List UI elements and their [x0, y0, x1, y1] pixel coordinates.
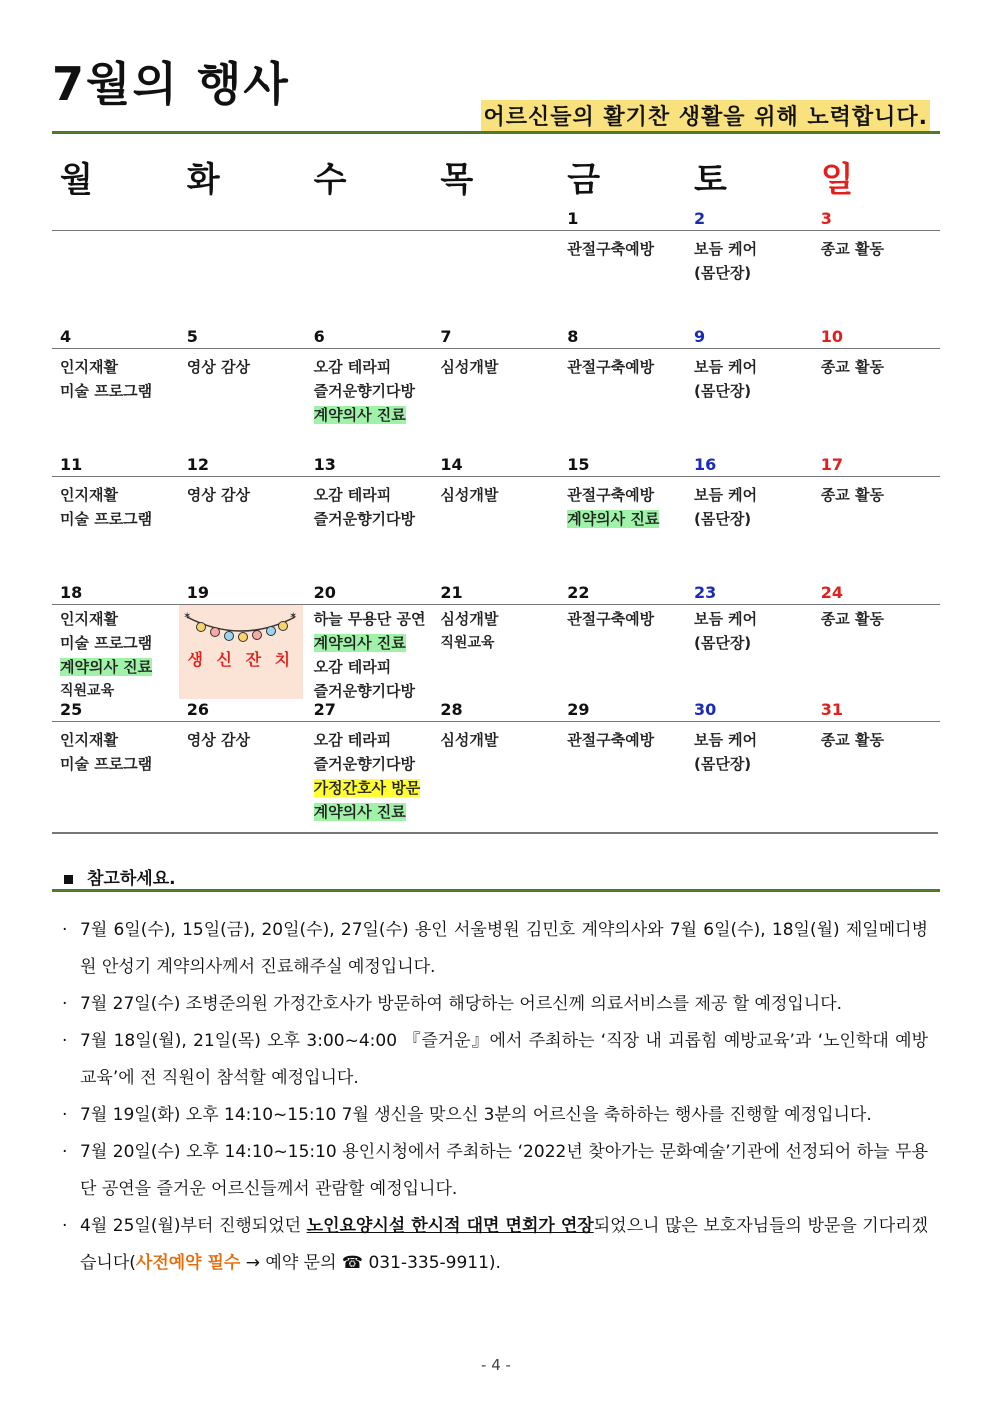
- event-label: 인지재활: [60, 486, 118, 504]
- event-item: [60, 655, 179, 679]
- date-number: 9: [693, 327, 706, 346]
- note-item: · 7월 18일(월), 21일(목) 오후 3:00~4:00 『즐거운』에서 주최하는 ‘직장 내 괴롭힘 예방교육’과 ‘노인학대 예방교육’에 전 직원이 참석할 예정입니다.: [62, 1031, 928, 1088]
- date-number: 30: [693, 700, 717, 719]
- events-row: [52, 349, 940, 444]
- day-cell-tue: [179, 477, 306, 572]
- event-item: [694, 507, 813, 531]
- date-number: 21: [440, 583, 463, 602]
- event-label: 관절구축예방: [567, 486, 655, 504]
- date-number: 16: [693, 455, 717, 474]
- event-item: [694, 728, 813, 752]
- note-emphasis: 노인요양시설 한시적 대면 면회가 연장: [306, 1216, 594, 1236]
- events-row: [52, 231, 940, 326]
- event-label: 관절구축예방: [567, 240, 655, 258]
- event-item: [60, 631, 179, 655]
- day-cell-tue: [179, 605, 306, 700]
- date-number: 20: [313, 583, 336, 602]
- event-label: 직원교육: [440, 635, 495, 651]
- date-number: 22: [567, 583, 590, 602]
- calendar-week: [52, 454, 940, 572]
- event-label: 즐거운향기다방: [313, 755, 416, 773]
- day-cell-sat: [686, 605, 813, 700]
- date-row: [52, 326, 940, 349]
- day-cell-fri: [559, 722, 686, 832]
- note-reservation-required: 사전예약 필수: [135, 1253, 241, 1273]
- event-item: [567, 483, 686, 507]
- day-cell-thu: [432, 349, 559, 444]
- event-item: [314, 483, 433, 507]
- day-cell-wed: [306, 349, 433, 444]
- date-number: 12: [186, 455, 210, 474]
- date-number: 5: [186, 327, 198, 346]
- event-item: [567, 728, 686, 752]
- event-label: 영상 감상: [186, 731, 250, 749]
- date-number: 17: [820, 455, 844, 474]
- title-divider: [52, 131, 940, 134]
- event-label: 종교 활동: [820, 240, 884, 258]
- calendar-bottom-rule: [52, 832, 938, 834]
- event-item: [694, 237, 813, 261]
- date-number: 23: [693, 583, 717, 602]
- event-label: 심성개발: [440, 610, 499, 628]
- day-cell-fri: [559, 231, 686, 326]
- event-label: 관절구축예방: [567, 358, 655, 376]
- date-number: 19: [186, 583, 210, 602]
- square-bullet-icon: [64, 875, 73, 884]
- date-number: 18: [60, 583, 83, 602]
- notes-divider: [52, 889, 940, 892]
- calendar-week: [52, 699, 940, 832]
- day-cell-fri: [559, 477, 686, 572]
- event-item: [314, 631, 433, 655]
- event-item: [821, 355, 940, 379]
- event-label: (몸단장): [693, 634, 752, 652]
- date-row: [52, 699, 940, 722]
- event-label: 오감 테라피: [313, 486, 392, 504]
- event-item: [187, 355, 306, 379]
- event-item: [440, 483, 559, 507]
- date-number: [306, 208, 433, 230]
- date-number: 29: [567, 700, 590, 719]
- event-label: 인지재활: [60, 610, 118, 628]
- birthday-party-label: 생 신 잔 치: [187, 650, 295, 669]
- day-cell-sat: [686, 722, 813, 832]
- note-item: · 7월 27일(수) 조병준의원 가정간호사가 방문하여 해당하는 어르신께 의료서비스를 제공 할 예정입니다.: [62, 994, 843, 1014]
- day-cell-tue: [179, 722, 306, 832]
- weekday-header: [52, 148, 940, 204]
- event-item: [821, 237, 940, 261]
- note-item: · 7월 19일(화) 오후 14:10~15:10 7월 생신을 맞으신 3분의 어르신을 축하하는 행사를 진행할 예정입니다.: [62, 1105, 872, 1125]
- slogan: 어르신들의 활기찬 생활을 위해 노력합니다.: [481, 100, 930, 131]
- note-item: · 7월 6일(수), 15일(금), 20일(수), 27일(수) 용인 서울병원 김민호 계약의사와 7월 6일(수), 18일(월) 제일메디병원 안성기 계약의사께서 진료해주실 예정입니다.: [62, 920, 928, 977]
- date-number: 3: [820, 209, 832, 228]
- event-item: [60, 752, 179, 776]
- birthday-party-banner: [179, 605, 303, 699]
- day-cell-mon: [52, 477, 179, 572]
- event-item: [314, 655, 433, 679]
- event-item: [821, 483, 940, 507]
- event-item: [314, 507, 433, 531]
- weekday-wed: 수: [313, 159, 347, 200]
- events-row: [52, 722, 940, 832]
- event-label: 오감 테라피: [313, 731, 392, 749]
- event-label: 미술 프로그램: [60, 510, 153, 528]
- event-item: [694, 355, 813, 379]
- weekday-mon: 월: [60, 159, 93, 200]
- event-label: 인지재활: [60, 358, 118, 376]
- event-label: 보듬 케어: [693, 486, 758, 504]
- date-row: [52, 454, 940, 477]
- event-item: [694, 379, 813, 403]
- date-number: 11: [60, 455, 83, 474]
- day-cell-sun: [813, 231, 940, 326]
- event-item: [60, 507, 179, 531]
- event-label: 관절구축예방: [567, 731, 655, 749]
- event-item: [314, 403, 433, 427]
- calendar-week: [52, 208, 940, 326]
- event-label: 하늘 무용단 공연: [313, 610, 426, 628]
- page-number: - 4 -: [481, 1356, 511, 1374]
- event-label: (몸단장): [693, 510, 752, 528]
- day-cell-tue: [179, 349, 306, 444]
- event-label: 가정간호사 방문: [313, 779, 421, 797]
- day-cell-sun: [813, 477, 940, 572]
- day-cell-thu: [432, 605, 559, 700]
- date-number: [179, 208, 306, 230]
- date-number: 7: [440, 327, 452, 346]
- event-item: [440, 355, 559, 379]
- event-item: [314, 355, 433, 379]
- event-label: 미술 프로그램: [60, 634, 153, 652]
- date-number: 1: [567, 209, 579, 228]
- event-item: [694, 631, 813, 655]
- event-item: [60, 728, 179, 752]
- events-row: [52, 477, 940, 572]
- weekday-sun: 일: [820, 159, 854, 200]
- day-cell-sun: [813, 349, 940, 444]
- weekday-tue: 화: [186, 159, 220, 200]
- event-label: 즐거운향기다방: [313, 382, 416, 400]
- event-item: [187, 728, 306, 752]
- event-label: 보듬 케어: [693, 240, 758, 258]
- calendar-week: [52, 326, 940, 444]
- event-item: [60, 379, 179, 403]
- date-number: 31: [820, 700, 844, 719]
- event-label: 계약의사 진료: [313, 634, 406, 652]
- date-number: 28: [440, 700, 463, 719]
- day-cell-wed: [306, 231, 433, 326]
- date-number: 8: [567, 327, 579, 346]
- day-cell-sun: [813, 605, 940, 700]
- event-label: 즐거운향기다방: [313, 510, 416, 528]
- event-item: [567, 507, 686, 531]
- event-label: 인지재활: [60, 731, 118, 749]
- day-cell-wed: [306, 605, 433, 700]
- day-cell-mon: [52, 722, 179, 832]
- date-number: 4: [60, 327, 72, 346]
- note-text: 4월 25일(월)부터 진행되었던: [80, 1216, 307, 1236]
- day-cell-thu: [432, 722, 559, 832]
- date-number: [52, 208, 179, 230]
- event-label: 심성개발: [440, 486, 499, 504]
- event-label: 직원교육: [60, 683, 115, 699]
- day-cell-sat: [686, 231, 813, 326]
- note-text: 7월 18일(월), 21일(목) 오후 3:00~4:00 『즐거운』에서 주최하는 ‘직장 내 괴롭힘 예방교육’과 ‘노인학대 예방교육’에 전 직원이 참석할 예정입니다.: [80, 1031, 928, 1088]
- event-label: 심성개발: [440, 731, 499, 749]
- event-item: [440, 607, 559, 631]
- event-item: [314, 728, 433, 752]
- date-number: 26: [186, 700, 210, 719]
- day-cell-fri: [559, 605, 686, 700]
- event-label: 종교 활동: [820, 486, 884, 504]
- day-cell-tue: [179, 231, 306, 326]
- day-cell-mon: [52, 231, 179, 326]
- note-text: → 예약 문의 ☎ 031-335-9911).: [240, 1253, 501, 1273]
- note-text: 7월 19일(화) 오후 14:10~15:10 7월 생신을 맞으신 3분의 어르신을 축하하는 행사를 진행할 예정입니다.: [80, 1105, 872, 1125]
- event-label: 오감 테라피: [313, 658, 392, 676]
- event-label: 오감 테라피: [313, 358, 392, 376]
- note-text: 7월 27일(수) 조병준의원 가정간호사가 방문하여 해당하는 어르신께 의료서비스를 제공 할 예정입니다.: [80, 994, 843, 1014]
- note-item: · 4월 25일(월)부터 진행되었던 노인요양시설 한시적 대면 면회가 연장되었으니 많은 보호자님들의 방문을 기다리겠습니다(사전예약 필수 → 예약 문의 ☎ 031-335-9911).: [62, 1216, 928, 1273]
- day-cell-sat: [686, 477, 813, 572]
- event-label: 미술 프로그램: [60, 755, 153, 773]
- weekday-thu: 목: [440, 159, 474, 200]
- day-cell-thu: [432, 231, 559, 326]
- event-item: [60, 607, 179, 631]
- event-item: [314, 379, 433, 403]
- event-label: (몸단장): [693, 755, 752, 773]
- weekday-fri: 금: [567, 159, 601, 200]
- day-cell-sat: [686, 349, 813, 444]
- date-number: 27: [313, 700, 336, 719]
- event-item: [694, 261, 813, 285]
- date-number: 15: [567, 455, 590, 474]
- event-label: 계약의사 진료: [567, 510, 660, 528]
- event-label: 영상 감상: [186, 486, 250, 504]
- note-text: 되었으니 많은 보호자님들의 방문을 기다리겠습니다(: [80, 1216, 928, 1273]
- note-item: · 7월 20일(수) 오후 14:10~15:10 용인시청에서 주최하는 ‘2022년 찾아가는 문화예술’기관에 선정되어 하늘 무용단 공연을 즐거운 어르신들께서 관람할 예정입니다.: [62, 1142, 928, 1199]
- event-item: [314, 607, 433, 631]
- notes-list: [60, 912, 928, 1282]
- date-number: 13: [313, 455, 336, 474]
- event-label: (몸단장): [693, 382, 752, 400]
- notes-heading-text: 참고하세요.: [87, 869, 176, 889]
- day-cell-thu: [432, 477, 559, 572]
- event-label: 보듬 케어: [693, 610, 758, 628]
- event-item: [314, 800, 433, 824]
- event-label: 계약의사 진료: [313, 406, 406, 424]
- date-number: 14: [440, 455, 463, 474]
- event-item: [821, 728, 940, 752]
- svg-text:✶: ✶: [182, 611, 192, 622]
- events-row: [52, 605, 940, 700]
- bunting-icon: [179, 605, 303, 649]
- event-item: [567, 355, 686, 379]
- date-number: 10: [820, 327, 844, 346]
- calendar-week: [52, 582, 940, 700]
- event-item: [567, 607, 686, 631]
- date-number: 6: [313, 327, 325, 346]
- event-item: [60, 483, 179, 507]
- event-label: 종교 활동: [820, 358, 884, 376]
- event-item: [440, 728, 559, 752]
- event-item: [314, 752, 433, 776]
- event-item: [60, 355, 179, 379]
- date-row: [52, 208, 940, 231]
- day-cell-fri: [559, 349, 686, 444]
- note-text: 7월 6일(수), 15일(금), 20일(수), 27일(수) 용인 서울병원 김민호 계약의사와 7월 6일(수), 18일(월) 제일메디병원 안성기 계약의사께서 진료해주실 예정입니다.: [80, 920, 928, 977]
- event-item: [567, 237, 686, 261]
- weekday-sat: 토: [693, 159, 727, 200]
- day-cell-wed: [306, 722, 433, 832]
- event-label: 영상 감상: [186, 358, 250, 376]
- event-item: [821, 607, 940, 631]
- date-row: [52, 582, 940, 605]
- event-label: 보듬 케어: [693, 358, 758, 376]
- event-item: [694, 483, 813, 507]
- date-number: [432, 208, 559, 230]
- page-title: 7월의 행사: [52, 57, 290, 111]
- svg-text:✶: ✶: [288, 611, 298, 622]
- event-label: 미술 프로그램: [60, 382, 153, 400]
- notes-heading: [64, 864, 176, 889]
- event-label: 종교 활동: [820, 731, 884, 749]
- date-number: 24: [820, 583, 844, 602]
- day-cell-wed: [306, 477, 433, 572]
- day-cell-mon: [52, 349, 179, 444]
- note-text: 7월 20일(수) 오후 14:10~15:10 용인시청에서 주최하는 ‘2022년 찾아가는 문화예술’기관에 선정되어 하늘 무용단 공연을 즐거운 어르신들께서 관람할 예정입니다.: [80, 1142, 928, 1199]
- event-item: [314, 776, 433, 800]
- event-label: (몸단장): [693, 264, 752, 282]
- event-label: 관절구축예방: [567, 610, 655, 628]
- event-label: 계약의사 진료: [313, 803, 406, 821]
- day-cell-sun: [813, 722, 940, 832]
- event-item: [694, 752, 813, 776]
- event-label: 심성개발: [440, 358, 499, 376]
- day-cell-mon: [52, 605, 179, 700]
- calendar: [52, 148, 940, 821]
- event-item: [694, 607, 813, 631]
- event-label: 계약의사 진료: [60, 658, 153, 676]
- date-number: 25: [60, 700, 83, 719]
- event-label: 종교 활동: [820, 610, 884, 628]
- event-label: 즐거운향기다방: [313, 682, 416, 700]
- event-item: [440, 631, 559, 655]
- event-item: [187, 483, 306, 507]
- date-number: 2: [693, 209, 706, 228]
- event-label: 보듬 케어: [693, 731, 758, 749]
